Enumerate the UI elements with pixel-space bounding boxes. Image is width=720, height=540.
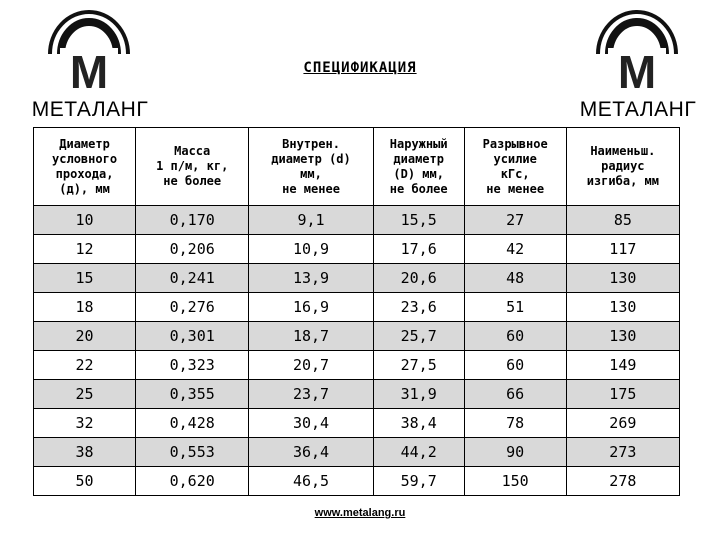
- table-cell: 22: [34, 351, 136, 380]
- table-cell: 17,6: [373, 235, 464, 264]
- table-cell: 269: [566, 409, 679, 438]
- table-cell: 150: [464, 467, 566, 496]
- table-row: [34, 206, 680, 235]
- footer-url[interactable]: www.metalang.ru: [314, 507, 406, 519]
- table-cell: 44,2: [373, 438, 464, 467]
- table-header-row: [34, 128, 680, 206]
- table-cell: 130: [566, 322, 679, 351]
- brand-name: МЕТАЛАНГ: [31, 98, 149, 121]
- column-header: Разрывное усилие кГс, не менее: [464, 128, 566, 206]
- table-cell: 130: [566, 264, 679, 293]
- table-cell: 25: [34, 380, 136, 409]
- table-cell: 66: [464, 380, 566, 409]
- table-cell: 0,355: [136, 380, 249, 409]
- table-cell: 31,9: [373, 380, 464, 409]
- table-row: [34, 438, 680, 467]
- table-cell: 13,9: [249, 264, 373, 293]
- table-cell: 38,4: [373, 409, 464, 438]
- table-cell: 27: [464, 206, 566, 235]
- table-cell: 25,7: [373, 322, 464, 351]
- metalang-logo-mark: [48, 10, 130, 92]
- table-cell: 48: [464, 264, 566, 293]
- table-cell: 50: [34, 467, 136, 496]
- table-cell: 0,241: [136, 264, 249, 293]
- table-cell: 18,7: [249, 322, 373, 351]
- table-cell: 32: [34, 409, 136, 438]
- table-row: [34, 380, 680, 409]
- table-row: [34, 467, 680, 496]
- table-row: [34, 351, 680, 380]
- table-row: [34, 409, 680, 438]
- table-cell: 0,276: [136, 293, 249, 322]
- table-cell: 15,5: [373, 206, 464, 235]
- table-cell: 0,323: [136, 351, 249, 380]
- table-body: [34, 206, 680, 496]
- table-cell: 27,5: [373, 351, 464, 380]
- table-cell: 175: [566, 380, 679, 409]
- table-cell: 0,301: [136, 322, 249, 351]
- table-cell: 0,620: [136, 467, 249, 496]
- table-cell: 130: [566, 293, 679, 322]
- table-row: [34, 235, 680, 264]
- table-cell: 60: [464, 351, 566, 380]
- table-cell: 23,7: [249, 380, 373, 409]
- table-row: [34, 264, 680, 293]
- table-cell: 0,170: [136, 206, 249, 235]
- table-cell: 15: [34, 264, 136, 293]
- table-cell: 9,1: [249, 206, 373, 235]
- brand-name: МЕТАЛАНГ: [579, 98, 697, 121]
- table-cell: 51: [464, 293, 566, 322]
- table-cell: 85: [566, 206, 679, 235]
- table-cell: 20: [34, 322, 136, 351]
- column-header: Внутрен. диаметр (d) мм, не менее: [249, 128, 373, 206]
- logo-letter: M: [69, 46, 109, 92]
- column-header: Масса 1 п/м, кг, не более: [136, 128, 249, 206]
- table-cell: 10,9: [249, 235, 373, 264]
- table-cell: 0,206: [136, 235, 249, 264]
- table-cell: 90: [464, 438, 566, 467]
- table-cell: 20,7: [249, 351, 373, 380]
- page-title: СПЕЦИФИКАЦИЯ: [303, 60, 417, 76]
- specification-table: [33, 127, 680, 496]
- column-header: Наружный диаметр (D) мм, не более: [373, 128, 464, 206]
- table-cell: 38: [34, 438, 136, 467]
- logo-letter: M: [617, 46, 657, 92]
- table-row: [34, 322, 680, 351]
- table-row: [34, 293, 680, 322]
- metalang-logo-mark: [596, 10, 678, 92]
- table-cell: 0,428: [136, 409, 249, 438]
- column-header: Диаметр условного прохода, (д), мм: [34, 128, 136, 206]
- table-cell: 78: [464, 409, 566, 438]
- table-cell: 0,553: [136, 438, 249, 467]
- table-cell: 46,5: [249, 467, 373, 496]
- table-cell: 60: [464, 322, 566, 351]
- table-cell: 149: [566, 351, 679, 380]
- table-cell: 10: [34, 206, 136, 235]
- table-cell: 16,9: [249, 293, 373, 322]
- table-cell: 20,6: [373, 264, 464, 293]
- table-cell: 273: [566, 438, 679, 467]
- table-cell: 42: [464, 235, 566, 264]
- table-cell: 59,7: [373, 467, 464, 496]
- table-cell: 12: [34, 235, 136, 264]
- table-cell: 30,4: [249, 409, 373, 438]
- table-cell: 117: [566, 235, 679, 264]
- column-header: Наименьш. радиус изгиба, мм: [566, 128, 679, 206]
- table-cell: 278: [566, 467, 679, 496]
- table-cell: 36,4: [249, 438, 373, 467]
- table-cell: 18: [34, 293, 136, 322]
- table-cell: 23,6: [373, 293, 464, 322]
